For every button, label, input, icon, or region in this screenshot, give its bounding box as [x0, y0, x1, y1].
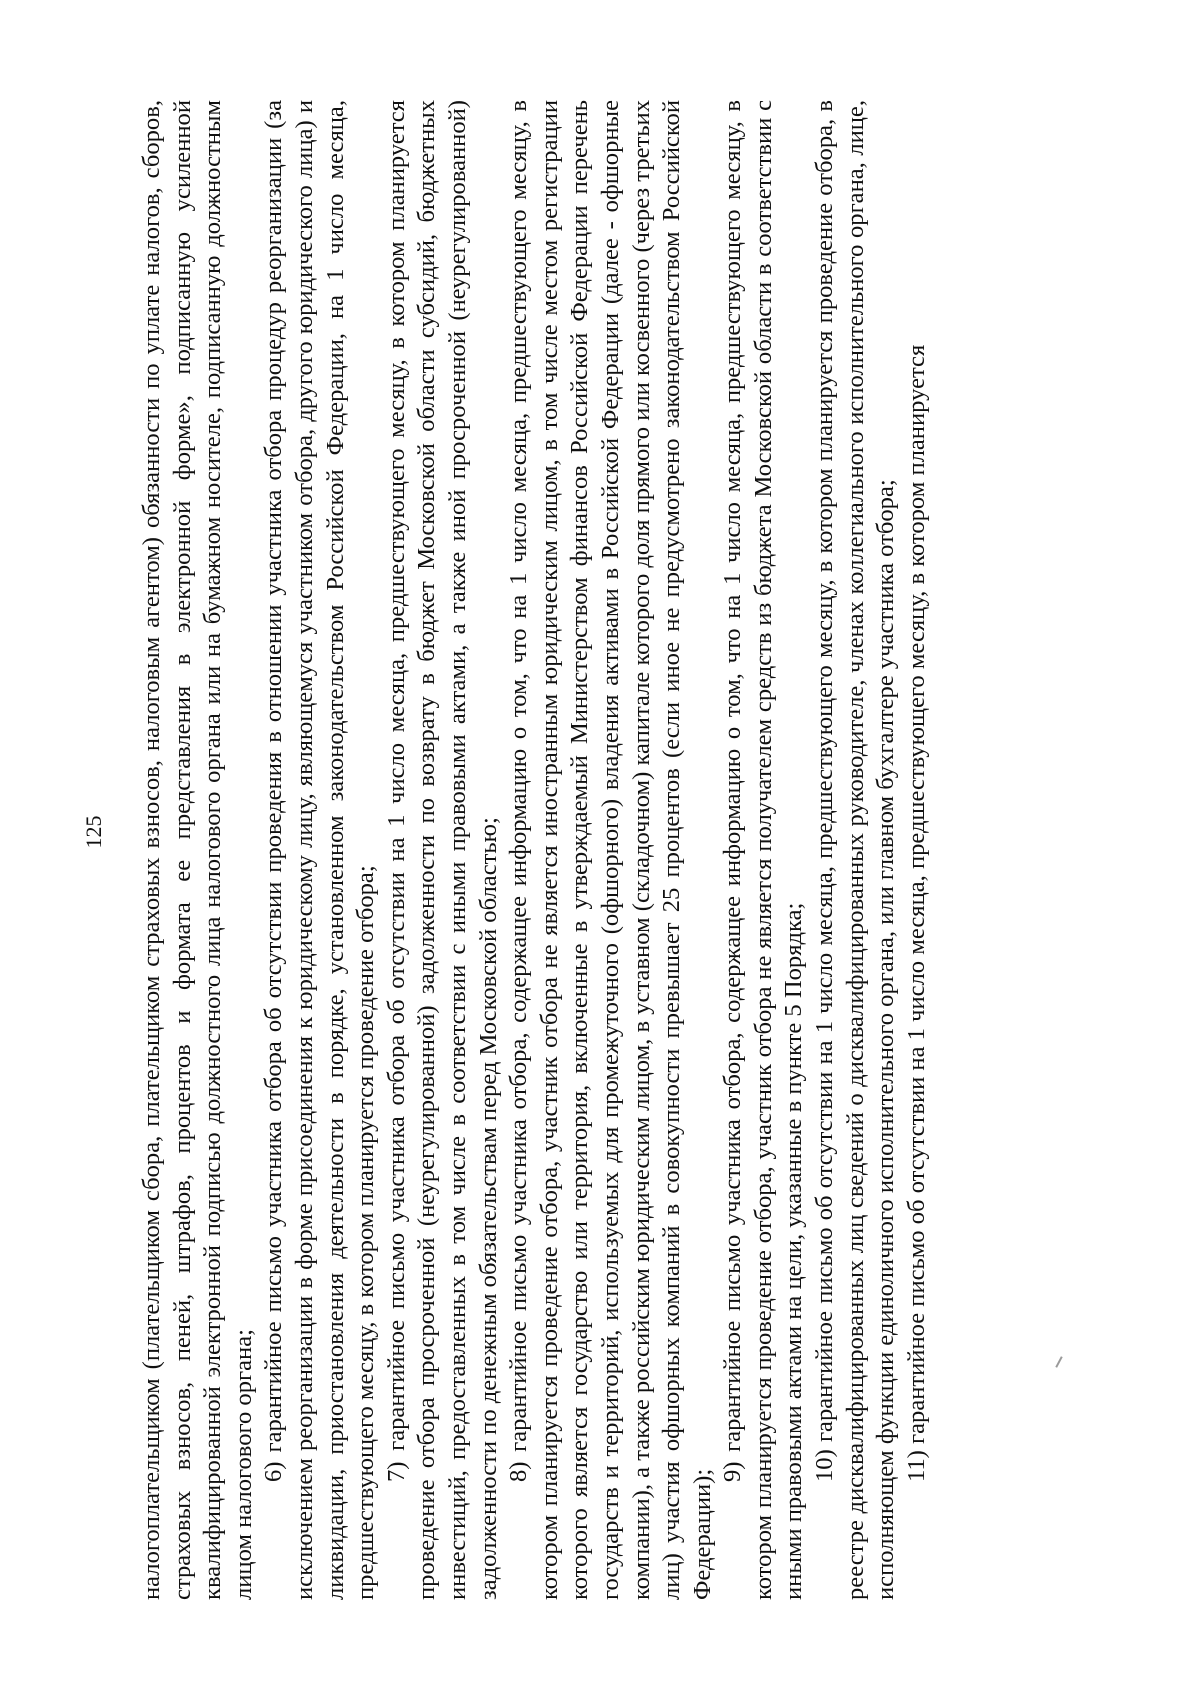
page-number: 125 — [81, 815, 106, 849]
paragraph-item-8: 8) гарантийное письмо участника отбора, содержащее информацию о том, что на 1 число месяца, предшествующего месяцу, в котором планируется проведение отбора, участник отбора не является иностранным юридическим лицом, в том числе местом регистрации которого является государство или территория, включенные в утверждаемый Министерством финансов Российской Федерации перечень государств и территорий, используемых для промежуточного (офшорного) владения активами в Российской Федерации (далее - офшорные компании), а также российским юридическим лицом, в уставном (складочном) капитале которого доля прямого или косвенного (через третьих лиц) участия офшорных компаний в совокупности превышает 25 процентов (если иное не предусмотрено законодательством Российской Федерации); — [505, 100, 716, 1600]
paragraph-item-6: 6) гарантийное письмо участника отбора об отсутствии проведения в отношении участника отбора процедур реорганизации (за исключением реорганизации в форме присоединения к юридическому лицу, являющемуся участником отбора, другого юридического лица) и ликвидации, приостановления деятельности в порядке, установленном законодательством Российской Федерации, на 1 число месяца, предшествующего месяцу, в котором планируется проведение отбора; — [260, 100, 380, 1600]
paragraph-item-11: 11) гарантийное письмо об отсутствии на 1 число месяца, предшествующего месяцу, в котором планируется — [902, 344, 930, 1482]
document-body — [137, 100, 932, 1600]
rotated-page-body — [137, 100, 1137, 1600]
paragraph-item-10: 10) гарантийное письмо об отсутствии на 1 число месяца, предшествующего месяцу, в котором планируется проведение отбора, в реестре дисквалифицированных лиц сведений о дисквалифицированных руководителе, членах коллегиального исполнительного органа, лице, исполняющем функции единоличного исполнительного органа, или главном бухгалтере участника отбора; — [811, 100, 900, 1600]
paragraph-item-9: 9) гарантийное письмо участника отбора, содержащее информацию о том, что на 1 число месяца, предшествующего месяцу, в котором планируется проведение отбора, участник отбора не является получателем средств из бюджета Московской области в соответствии с иными правовыми актами на цели, указанные в пункте 5 Порядка; — [719, 100, 808, 1600]
paragraph-continuation: налогоплательщиком (плательщиком сбора, плательщиком страховых взносов, налоговым агентом) обязанности по уплате налогов, сборов, страховых взносов, пеней, штрафов, процентов и формата ее представления в электронной форме», подписанную усиленной квалифицированной электронной подписью должностного лица налогового органа или на бумажном носителе, подписанную должностным лицом налогового органа; — [138, 100, 257, 1600]
paragraph-item-7: 7) гарантийное письмо участника отбора об отсутствии на 1 число месяца, предшествующего месяцу, в котором планируется проведение отбора просроченной (неурегулированной) задолженности по возврату в бюджет Московской области субсидий, бюджетных инвестиций, предоставленных в том числе в соответствии с иными правовыми актами, а также иной просроченной (неурегулированной) задолженности по денежным обязательствам перед Московской областью; — [382, 100, 502, 1600]
